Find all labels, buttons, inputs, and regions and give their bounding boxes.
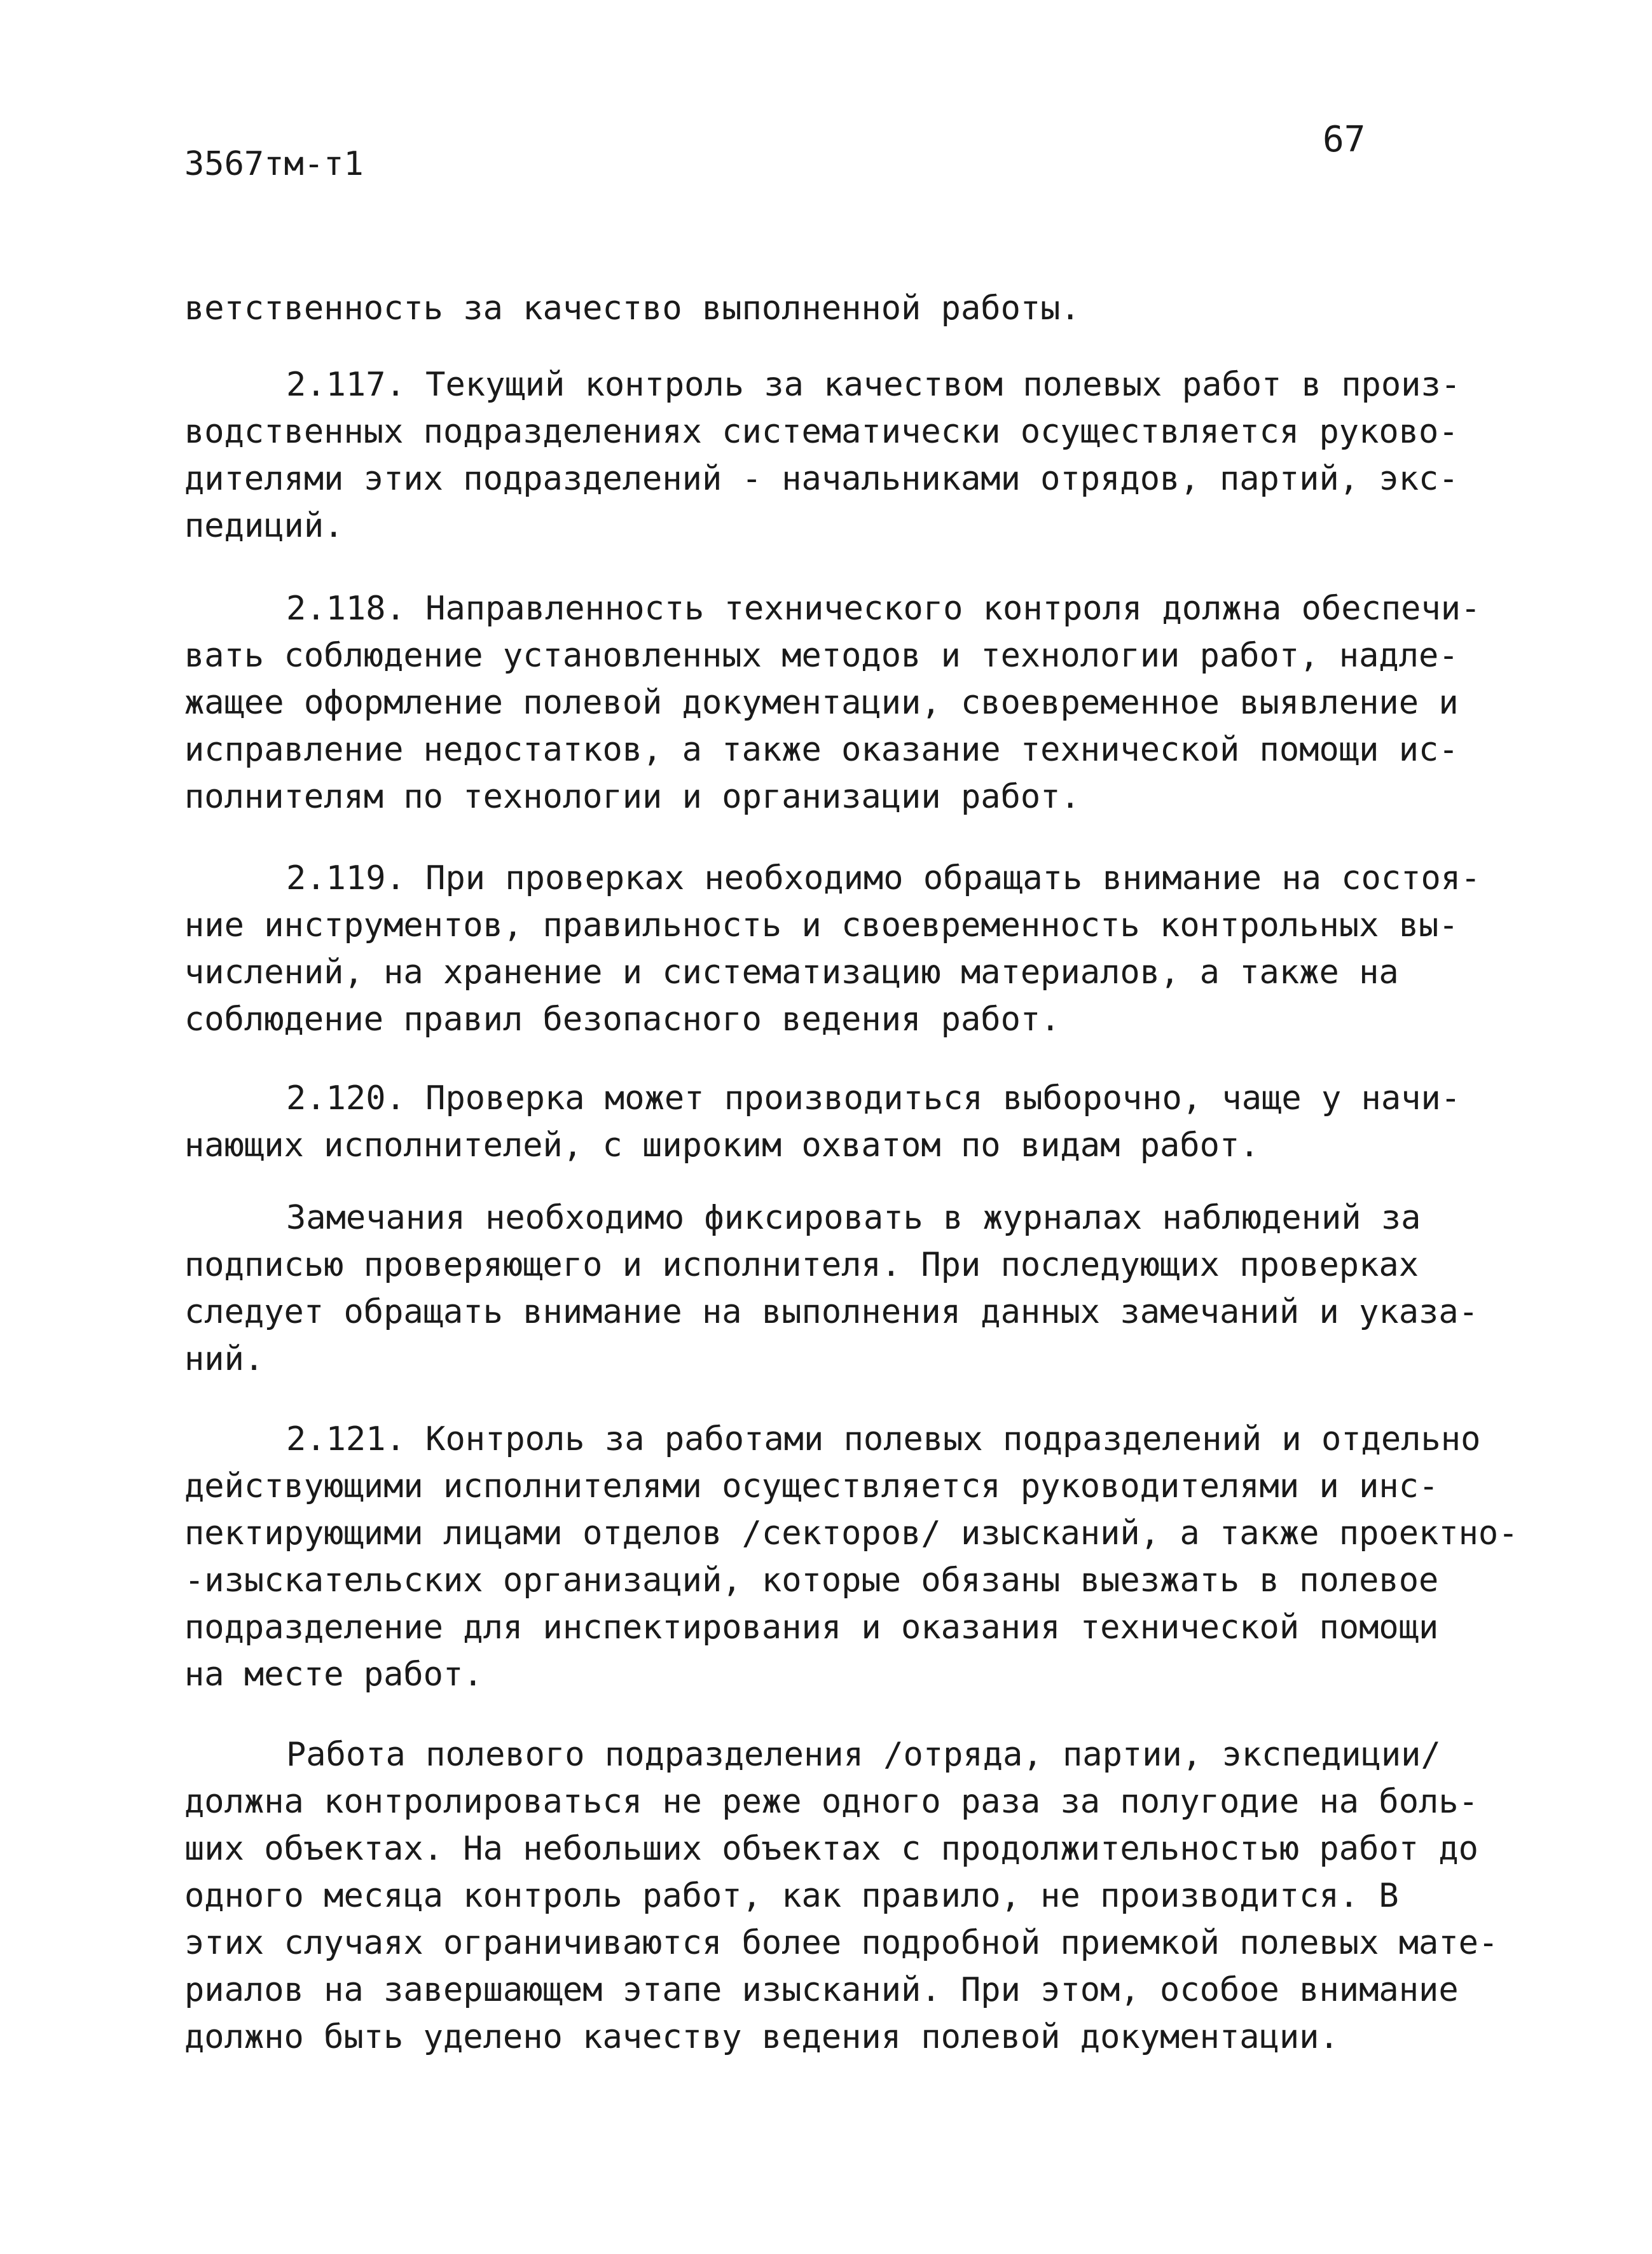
paragraph-2-121 [184,1416,1518,1698]
paragraph-continuation [184,285,1469,332]
text-line: жащее оформление полевой документации, своевременное выявление и [184,684,1459,722]
text-line: ших объектах. На небольших объектах с продолжительностью работ до [184,1830,1478,1868]
paragraph-2-120 [184,1075,1469,1169]
text-line: этих случаях ограничиваются более подробной приемкой полевых мате- [184,1924,1499,1962]
text-line: педиций. [184,507,344,545]
text-line: ние инструментов, правильность и своевременность контрольных вы- [184,906,1459,944]
text-line: соблюдение правил безопасного ведения работ. [184,1000,1061,1039]
text-line: вать соблюдение установленных методов и технологии работ, надле- [184,637,1459,675]
paragraph-2-118 [184,585,1481,820]
text-line: риалов на завершающем этапе изысканий. При этом, особое внимание [184,1971,1459,2009]
text-line: ветственность за качество выполненной работы. [184,289,1080,328]
paragraph-remarks [184,1194,1478,1383]
page-number: 67 [1323,119,1366,160]
text-line: Замечания необходимо фиксировать в журналах наблюдений за [286,1199,1421,1237]
text-line: одного месяца контроль работ, как правило, не производится. В [184,1877,1399,1915]
text-line: числений, на хранение и систематизацию материалов, а также на [184,953,1399,992]
paragraph-2-119 [184,855,1481,1043]
text-line: подразделение для инспектирования и оказания технической помощи [184,1608,1439,1647]
text-line: водственных подразделениях систематически осуществляется руково- [184,413,1459,451]
text-line: пектирующими лицами отделов /секторов/ изысканий, а также проектно- [184,1514,1518,1552]
text-line: на месте работ. [184,1656,483,1694]
text-line: -изыскательских организаций, которые обязаны выезжать в полевое [184,1561,1439,1600]
text-line: дителями этих подразделений - начальниками отрядов, партий, экс- [184,460,1459,498]
text-line: полнителям по технологии и организации работ. [184,778,1080,816]
text-line: действующими исполнителями осуществляется руководителями и инс- [184,1467,1439,1505]
document-code: 3567тм-т1 [184,145,364,183]
text-line: исправление недостатков, а также оказание технической помощи ис- [184,731,1459,769]
text-line: 2.118. Направленность технического контроля должна обеспечи- [286,590,1481,628]
text-line: должно быть уделено качеству ведения полевой документации. [184,2018,1339,2056]
paragraph-field-unit-work [184,1731,1499,2061]
text-line: нающих исполнителей, с широким охватом по видам работ. [184,1126,1260,1165]
text-line: 2.121. Контроль за работами полевых подразделений и отдельно [286,1420,1481,1458]
text-line: должна контролироваться не реже одного раза за полугодие на боль- [184,1783,1478,1821]
text-line: подписью проверяющего и исполнителя. При последующих проверках [184,1246,1419,1284]
text-line: 2.119. При проверках необходимо обращать внимание на состоя- [286,859,1481,897]
text-line: 2.120. Проверка может производиться выборочно, чаще у начи- [286,1079,1461,1117]
text-line: Работа полевого подразделения /отряда, партии, экспедиции/ [286,1736,1441,1774]
paragraph-2-117 [184,361,1469,550]
text-line: следует обращать внимание на выполнения данных замечаний и указа- [184,1293,1478,1331]
text-line: ний. [184,1340,265,1378]
text-line: 2.117. Текущий контроль за качеством полевых работ в произ- [286,366,1461,404]
